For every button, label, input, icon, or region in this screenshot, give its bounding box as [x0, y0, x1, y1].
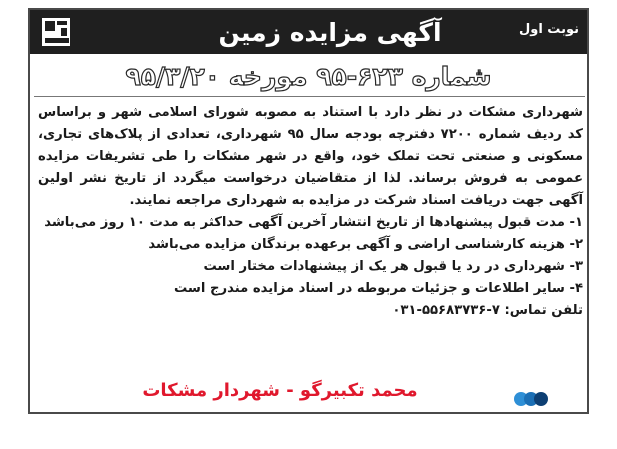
list-item: ۲- هزینه کارشناسی اراضی و آگهی برعهده برندگان مزایده می‌باشد — [148, 237, 583, 252]
list-item: ۱- مدت قبول پیشنهادها از تاریخ انتشار آخرین آگهی حداکثر به مدت ۱۰ روز می‌باشد — [44, 215, 583, 230]
notice-paragraph: شهرداری مشکات در نظر دارد با استناد به مصوبه شورای اسلامی شهر و براساس کد ردیف شماره ۷۲۰۰ دفترچه بودجه سال ۹۵ شهرداری، تعدادی از پلاک‌های تجاری، مسکونی و صنعتی تحت تملک خود، واقع در شهر مشکات را طی تشریفات مزایده عمومی به فروش برساند. لذا از متقاضیان درخواست میگردد از تاریخ نشر اولین آگهی جهت دریافت اسناد شرکت در مزایده به شهرداری مراجعه نمایند. — [38, 105, 583, 208]
list-item: ۳- شهرداری در رد یا قبول هر یک از پیشنهادات مختار است — [203, 259, 583, 274]
conditions-list — [38, 212, 583, 300]
header-band — [30, 10, 587, 54]
notice-body — [38, 102, 583, 322]
issue-badge: نوبت اول — [518, 22, 579, 37]
signature: محمد تکبیرگو - شهردار مشکات — [142, 380, 418, 401]
municipality-logo-icon — [40, 16, 72, 48]
list-item: ۴- سایر اطلاعات و جزئیات مربوطه در اسناد مزایده مندرج است — [173, 281, 583, 296]
auction-notice — [28, 8, 589, 414]
contact-phone: تلفن تماس: ۷-۵۵۶۸۳۷۳۶-۰۳۱ — [392, 303, 583, 318]
notice-title: آگهی مزایده زمین — [218, 17, 442, 47]
divider — [34, 96, 585, 97]
dot-dark — [534, 392, 548, 406]
notice-number: شماره ۶۲۳-۹۵ مورخه ۹۵/۳/۲۰ — [125, 61, 492, 91]
brand-dots-icon — [514, 392, 544, 406]
